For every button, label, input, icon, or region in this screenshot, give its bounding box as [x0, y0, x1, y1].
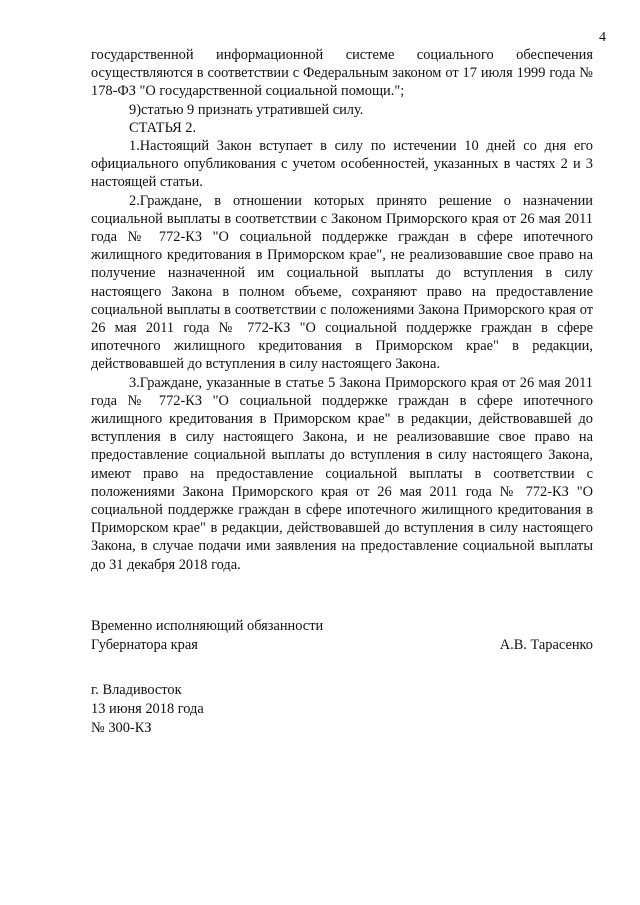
footer-law-number: № 300-КЗ [91, 720, 152, 736]
footer-city: г. Владивосток [91, 682, 182, 698]
document-body [91, 46, 593, 574]
carryover-paragraph: государственной информационной системе социального обеспечения осуществляются в соответствии с Федеральным законом от 17 июля 1999 года № 178-ФЗ "О государственной социальной помощи."; [91, 47, 593, 100]
signatory-position-line-2: Губернатора края [91, 637, 198, 653]
article-2-paragraph-1: 1.Настоящий Закон вступает в силу по истечении 10 дней со дня его официального опубликования с учетом особенностей, указанных в частях 2 и 3 настоящей статьи. [91, 138, 593, 191]
footer-date: 13 июня 2018 года [91, 701, 204, 717]
signatory-row [91, 636, 593, 655]
signature-block [91, 617, 593, 655]
article-2-paragraph-3: 3.Граждане, указанные в статье 5 Закона Приморского края от 26 мая 2011 года № 772-КЗ "О социальной поддержке граждан в сфере ипотечного жилищного кредитования в Приморском крае" в редакции, действовавшей до вступления в силу настоящего Закона, и не реализовавшие свое право на предоставление социальной выплаты до вступления в силу настоящего Закона, имеют право на предоставление социальной выплаты в соответствии с положениями Закона Приморского края от 26 мая 2011 года № 772-КЗ "О социальной поддержке граждан в сфере ипотечного жилищного кредитования в Приморском крае" в редакции, действовавшей до вступления в силу настоящего Закона, в случае подачи ими заявления на предоставление социальной выплаты до 31 декабря 2018 года. [91, 374, 593, 573]
document-footer [91, 681, 204, 738]
signatory-position-line-1: Временно исполняющий обязанности [91, 618, 324, 634]
page-number: 4 [599, 30, 606, 45]
article-heading: СТАТЬЯ 2. [129, 119, 197, 136]
article-2-paragraph-2: 2.Граждане, в отношении которых принято решение о назначении социальной выплаты в соответствии с Законом Приморского края от 26 мая 2011 года № 772-КЗ "О социальной поддержке граждан в сфере ипотечного жилищного кредитования в Приморском крае", не реализовавшие свое право на получение назначенной им социальной выплаты до вступления в силу настоящего Закона в полном объеме, сохраняют право на предоставление социальной выплаты в соответствии с положениями Закона Приморского края от 26 мая 2011 года № 772-КЗ "О социальной поддержке граждан в сфере ипотечного жилищного кредитования в Приморском крае" в редакции, действовавшей до вступления в силу настоящего Закона. [91, 192, 593, 373]
signatory-name: А.В. Тарасенко [499, 637, 593, 653]
item-9-paragraph: 9)статью 9 признать утратившей силу. [129, 101, 364, 118]
